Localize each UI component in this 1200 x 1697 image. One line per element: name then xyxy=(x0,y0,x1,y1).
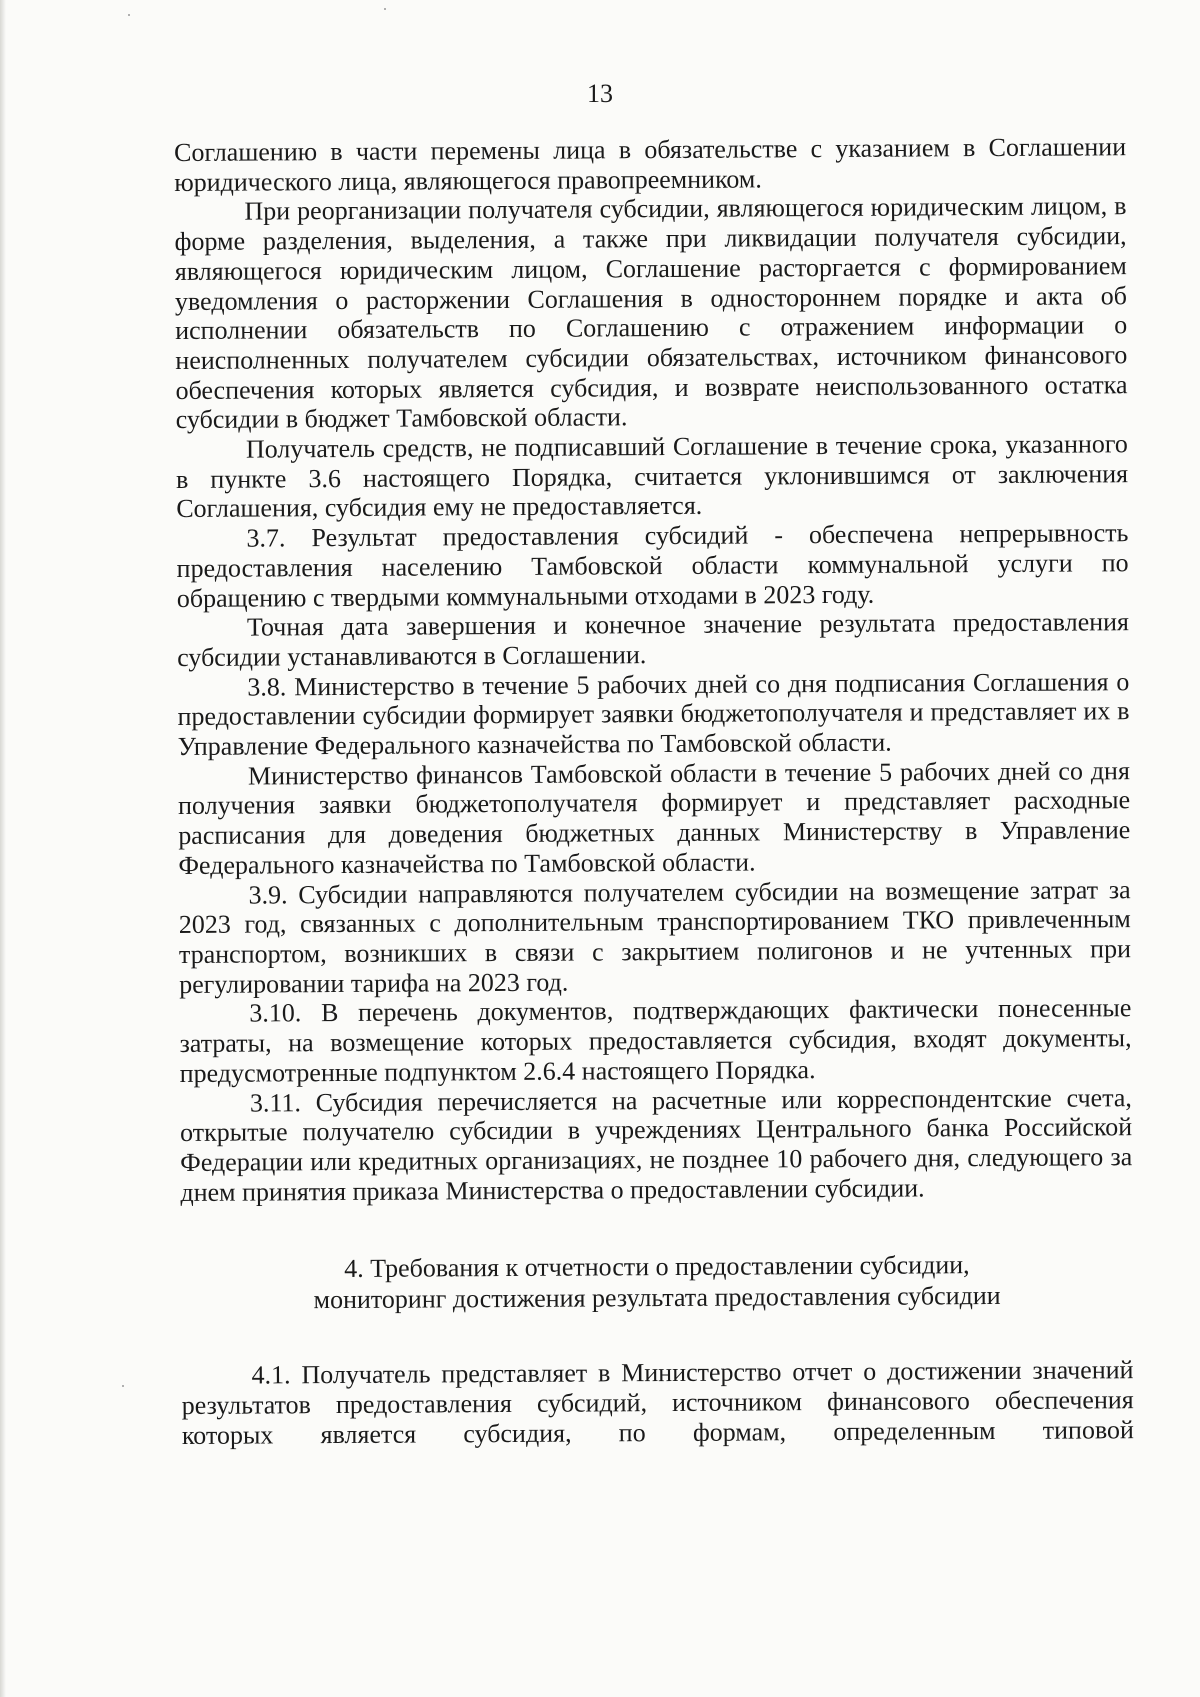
scan-speck xyxy=(384,8,386,10)
paragraph-3-7: 3.7. Результат предоставления субсидий - обеспечена непрерывность предоставления населению Тамбовской области коммунальной услуги по обращению с твердыми коммунальными отходами в 2023 году. xyxy=(176,518,1129,613)
scan-speck xyxy=(128,14,130,16)
paragraph-agreement-refusal: Получатель средств, не подписавший Соглашение в течение срока, указанного в пункте 3.6 настоящего Порядка, считается уклонившимся от заключения Соглашения, субсидия ему не предоставляется. xyxy=(175,429,1129,524)
scan-speck xyxy=(122,1385,124,1387)
paragraph-continuation: Соглашению в части перемены лица в обязательстве с указанием в Соглашении юридического лица, являющегося правопреемником. xyxy=(174,132,1127,197)
paragraph-3-8: 3.8. Министерство в течение 5 рабочих дней со дня подписания Соглашения о предоставлении субсидии формирует заявки бюджетополучателя и представляет их в Управление Федерального казначейства по Тамбовской области. xyxy=(177,666,1130,762)
paragraph-result-date: Точная дата завершения и конечное значение результата предоставления субсидии устанавливаются в Соглашении. xyxy=(177,607,1130,672)
paragraph-3-10: 3.10. В перечень документов, подтверждающих фактически понесенные затраты, на возмещение которых предоставляется субсидия, входят документы, предусмотренные подпунктом 2.6.4 настоящего Порядка. xyxy=(179,993,1132,1088)
paragraph-4-1: 4.1. Получатель представляет в Министерство отчет о достижении значений результатов предоставления субсидий, источником финансового обеспечения которых является субсидия, по формам, определенным типовой xyxy=(181,1355,1134,1450)
document-body xyxy=(174,132,1134,1450)
spacer xyxy=(181,1310,1133,1361)
scan-edge-shadow xyxy=(0,0,6,1697)
paragraph-finance-ministry: Министерство финансов Тамбовской области в течение 5 рабочих дней со дня получения заявки бюджетополучателя формирует и представляет расходные расписания для доведения бюджетных данных Министерству в Управление Федерального казначейства по Тамбовской области. xyxy=(177,755,1131,880)
section-heading xyxy=(181,1248,1133,1316)
section-heading-line-1: 4. Требования к отчетности о предоставлении субсидии, xyxy=(344,1250,970,1284)
page-number: 13 xyxy=(587,79,613,108)
paragraph-3-11: 3.11. Субсидия перечисляется на расчетные или корреспондентские счета, открытые получателю субсидии в учреждениях Центрального банка Российской Федерации или кредитных организациях, не позднее 10 рабочего дня, следующего за днем принятия приказа Министерства о предоставлении субсидии. xyxy=(179,1082,1133,1207)
section-heading-line-2: мониторинг достижения результата предоставления субсидии xyxy=(313,1281,1001,1315)
paragraph-3-9: 3.9. Субсидии направляются получателем субсидии на возмещение затрат за 2023 год, связанных с дополнительным транспортированием ТКО привлеченным транспортом, возникших в связи с закрытием полигонов и не учтенных при регулировании тарифа на 2023 год. xyxy=(178,874,1132,999)
paragraph-reorganization: При реорганизации получателя субсидии, являющегося юридическим лицом, в форме разделения, выделения, а также при ликвидации получателя субсидии, являющегося юридическим лицом, Соглашение расторгается с формированием уведомления о расторжении Соглашения в одностороннем порядке и акта об исполнении обязательств по Соглашению с отражением информации о неисполненных получателем субсидии обязательствах, источником финансового обеспечения которых является субсидия, и возврате неиспользованного остатка субсидии в бюджет Тамбовской области. xyxy=(174,191,1128,435)
